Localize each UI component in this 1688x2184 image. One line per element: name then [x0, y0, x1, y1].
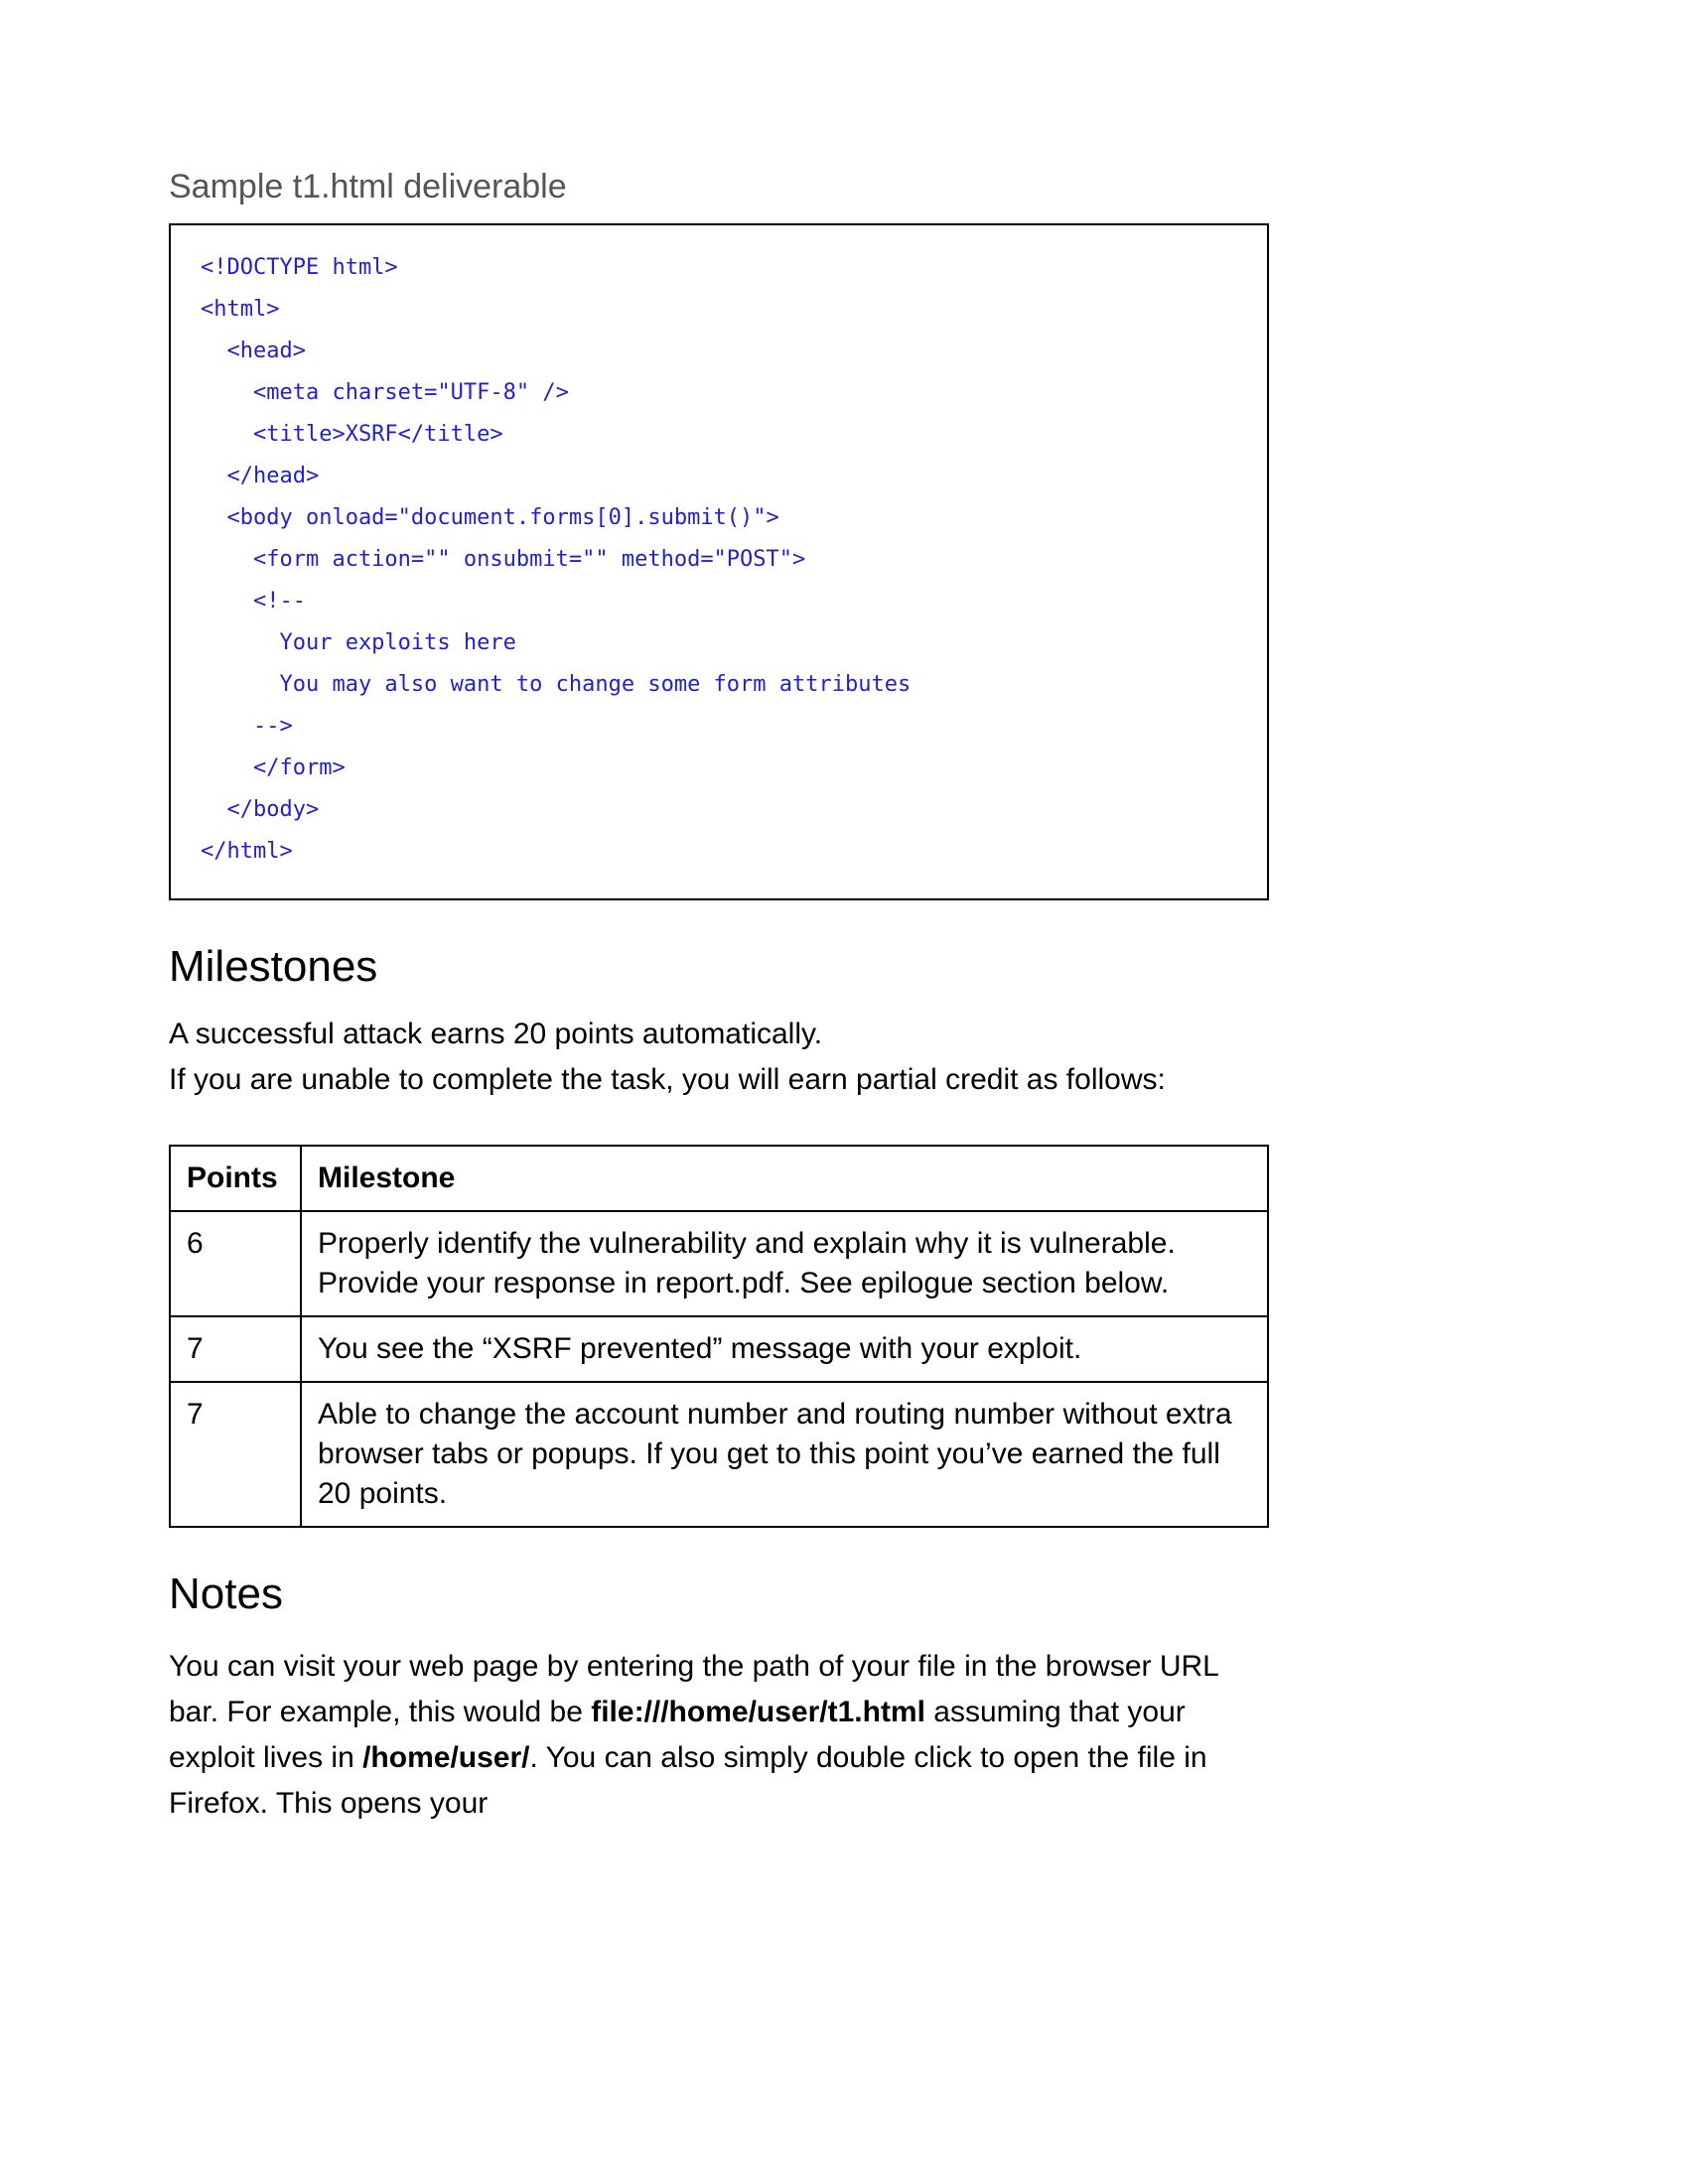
code-line: --> — [201, 713, 293, 739]
table-row — [170, 1211, 1268, 1316]
code-line: </html> — [201, 838, 293, 864]
table-row — [170, 1382, 1268, 1527]
code-line: </form> — [201, 754, 346, 780]
code-line: You may also want to change some form attributes — [201, 671, 912, 697]
table-cell-milestone: You see the “XSRF prevented” message with your exploit. — [301, 1316, 1268, 1382]
code-line: <!-- — [201, 588, 306, 614]
code-line: </body> — [201, 796, 320, 822]
notes-paragraph — [169, 1644, 1276, 1827]
notes-text: assuming that your exploit lives in — [169, 1695, 1186, 1774]
table-row — [170, 1316, 1268, 1382]
notes-text: You can visit your web page by entering the path of your file in the browser URL bar. For example, this would be — [169, 1649, 1218, 1728]
table-header-milestone: Milestone — [301, 1146, 1268, 1211]
milestones-intro — [169, 1012, 1438, 1103]
table-header-row — [170, 1146, 1268, 1211]
table-header-points: Points — [170, 1146, 301, 1211]
table-cell-points: 7 — [170, 1316, 301, 1382]
code-line: Your exploits here — [201, 629, 516, 655]
code-line: <title>XSRF</title> — [201, 421, 503, 447]
table-cell-milestone: Able to change the account number and routing number without extra browser tabs or popups. If you get to this point you’ve earned the full 20 points. — [301, 1382, 1268, 1527]
code-line: <!DOCTYPE html> — [201, 254, 398, 280]
milestones-intro-line2: If you are unable to complete the task, you will earn partial credit as follows: — [169, 1063, 1166, 1097]
code-line: <meta charset="UTF-8" /> — [201, 379, 569, 405]
milestones-intro-line1: A successful attack earns 20 points automatically. — [169, 1018, 823, 1051]
milestones-heading: Milestones — [169, 941, 378, 991]
code-line: <body onload="document.forms[0].submit()"> — [201, 504, 779, 530]
code-line: <head> — [201, 338, 306, 363]
table-cell-milestone: Properly identify the vulnerability and explain why it is vulnerable. Provide your response in report.pdf. See epilogue section below. — [301, 1211, 1268, 1316]
code-line: <html> — [201, 296, 280, 322]
milestones-table — [169, 1145, 1269, 1528]
code-block — [169, 223, 1269, 900]
code-line: <form action="" onsubmit="" method="POST"> — [201, 546, 806, 572]
notes-bold-text: /home/user/ — [362, 1740, 530, 1774]
table-cell-points: 6 — [170, 1211, 301, 1316]
sample-title: Sample t1.html deliverable — [169, 168, 567, 205]
notes-heading: Notes — [169, 1570, 283, 1619]
notes-bold-text: file:///home/user/t1.html — [591, 1695, 925, 1728]
table-cell-points: 7 — [170, 1382, 301, 1527]
table-body — [170, 1211, 1268, 1527]
notes-text: . You can also simply double click to open the file in Firefox. This opens your — [169, 1740, 1207, 1820]
code-line: </head> — [201, 463, 320, 488]
